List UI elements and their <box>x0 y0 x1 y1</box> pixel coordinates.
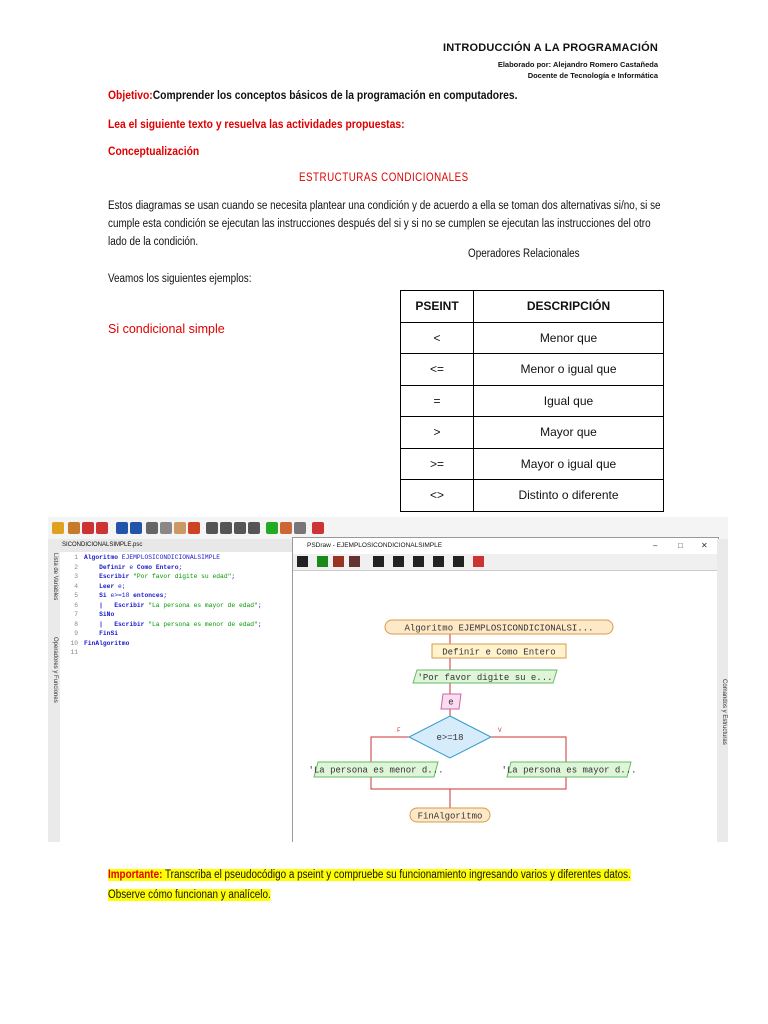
line-number: 4 <box>74 582 78 590</box>
line-number: 10 <box>70 639 78 647</box>
topic-title <box>0 172 768 184</box>
flow-true-text: 'La persona es mayor d... <box>501 765 637 776</box>
flow-end[interactable] <box>410 808 490 822</box>
flow-define[interactable] <box>432 644 566 658</box>
code-line[interactable] <box>60 572 262 582</box>
line-number: 6 <box>74 601 78 609</box>
code-token: FinSi <box>84 630 119 637</box>
psd-color-icon[interactable] <box>433 556 444 567</box>
false-label: F <box>397 727 401 734</box>
code-token: Si <box>84 592 111 599</box>
psd-fold-icon[interactable] <box>413 556 424 567</box>
code-token: "La persona es menor de edad" <box>148 620 258 628</box>
cut-icon[interactable] <box>146 522 158 534</box>
code-line[interactable] <box>60 610 262 620</box>
code-line[interactable] <box>60 639 262 649</box>
description-cell: Mayor que <box>474 417 664 449</box>
psd-tool-icon[interactable] <box>297 556 308 567</box>
code-token: e <box>129 563 137 571</box>
line-number: 9 <box>74 630 78 637</box>
code-token: e>=18 <box>110 592 134 599</box>
line-number: 11 <box>70 649 78 656</box>
code-line[interactable] <box>60 601 262 611</box>
indent-icon[interactable] <box>188 522 200 534</box>
editor-tab[interactable]: SICONDICIONALSIMPLE.psc <box>60 539 292 552</box>
author-line: Elaborado por: Alejandro Romero Castañeda <box>497 60 658 69</box>
new-file-icon[interactable] <box>52 522 64 534</box>
objective-label: Objetivo: <box>108 88 153 102</box>
close-icon[interactable]: ✕ <box>701 541 708 550</box>
psdraw-title: PSDraw - EJEMPLOSICONDICIONALSIMPLE <box>293 538 718 554</box>
commands-panel-label[interactable]: Comandos y Estructuras <box>721 679 727 745</box>
psd-help-icon[interactable] <box>473 556 484 567</box>
pseint-screenshot <box>48 517 728 842</box>
flow-connectors <box>371 634 566 808</box>
step-icon[interactable] <box>280 522 292 534</box>
psd-save-icon[interactable] <box>333 556 344 567</box>
operator-cell: >= <box>401 448 474 480</box>
notice-text: Transcriba el pseudocódigo a pseint y compruebe su funcionamiento ingresando varios y diferentes datos. Observe cómo funcionan y analícelo. <box>108 869 631 901</box>
line-number: 3 <box>74 573 78 580</box>
code-token: Leer <box>84 582 119 590</box>
examples-intro: Veamos los siguientes ejemplos: <box>108 273 252 285</box>
role-line: Docente de Tecnología e Informática <box>527 71 658 80</box>
table-row <box>401 448 664 480</box>
save-as-icon[interactable] <box>96 522 108 534</box>
code-token: e; <box>118 582 126 590</box>
code-line[interactable] <box>60 582 262 592</box>
flow-define-text: Definir e Como Entero <box>442 647 556 658</box>
pseint-toolbar <box>48 517 728 539</box>
objective <box>108 88 517 102</box>
code-line[interactable] <box>60 629 262 639</box>
line-number: 5 <box>74 592 78 599</box>
code-token: ; <box>257 601 262 609</box>
topic-title-text: ESTRUCTURAS CONDICIONALES <box>299 172 469 184</box>
description-cell: Distinto o diferente <box>474 480 664 512</box>
flow-start-text: Algoritmo EJEMPLOSICONDICIONALSI... <box>404 623 594 634</box>
line-number: 7 <box>74 611 78 618</box>
flowchart-icon[interactable] <box>294 522 306 534</box>
help-icon[interactable] <box>312 522 324 534</box>
description-cell: Igual que <box>474 385 664 417</box>
flow-false-branch[interactable] <box>308 762 443 777</box>
table-row <box>401 354 664 386</box>
description-cell: Mayor o igual que <box>474 448 664 480</box>
flowchart <box>293 571 718 842</box>
flow-write-text: 'Por favor digite su e... <box>417 673 553 683</box>
paste-icon[interactable] <box>174 522 186 534</box>
maximize-icon[interactable]: □ <box>678 541 683 550</box>
intro-paragraph: Estos diagramas se usan cuando se necesita plantear una condición y de acuerdo a ella se toman dos alternativas si/no, si se cumple esta condición se ejecutan las instrucciones después del si y si no se cumplen se ejecutan las instrucciones del otro lado de la condición. <box>108 200 661 248</box>
find-next-icon[interactable] <box>234 522 246 534</box>
copy-icon[interactable] <box>160 522 172 534</box>
table-header-description: DESCRIPCIÓN <box>474 291 664 323</box>
operators-caption: Operadores Relacionales <box>468 248 580 260</box>
true-label: V <box>498 727 502 734</box>
code-token: Como Entero <box>136 563 179 571</box>
important-notice <box>108 865 667 905</box>
code-token: EJEMPLOSICONDICIONALSIMPLE <box>121 554 221 561</box>
description-cell: Menor que <box>474 322 664 354</box>
flowchart-canvas <box>293 571 718 842</box>
operators-panel-label[interactable]: Operadores y Funciones <box>52 637 58 703</box>
operator-cell: <> <box>401 480 474 512</box>
psd-zoom-icon[interactable] <box>373 556 384 567</box>
code-line[interactable] <box>60 591 262 601</box>
psdraw-window <box>292 537 719 842</box>
table-row <box>401 480 664 512</box>
operator-cell: <= <box>401 354 474 386</box>
save-icon[interactable] <box>82 522 94 534</box>
line-number: 1 <box>74 554 78 561</box>
code-token: ; <box>257 620 262 628</box>
code-token: Definir <box>84 563 130 571</box>
line-number: 2 <box>74 563 78 571</box>
code-token: | Escribir <box>84 620 149 628</box>
code-line[interactable] <box>60 620 262 630</box>
psd-export-icon[interactable] <box>349 556 360 567</box>
right-side-panel <box>717 539 728 842</box>
variables-panel-label[interactable]: Lista de Variables <box>52 553 58 601</box>
psd-comments-icon[interactable] <box>453 556 464 567</box>
flow-read-text: e <box>448 697 454 708</box>
redo-icon[interactable] <box>130 522 142 534</box>
code-line[interactable] <box>60 553 262 563</box>
instructions: Lea el siguiente texto y resuelva las actividades propuestas: <box>108 117 405 131</box>
simple-conditional-label: Si condicional simple <box>108 322 225 336</box>
flow-end-text: FinAlgoritmo <box>417 811 483 822</box>
code-token: Algoritmo <box>84 554 122 561</box>
operator-cell: = <box>401 385 474 417</box>
description-cell: Menor o igual que <box>474 354 664 386</box>
replace-icon[interactable] <box>220 522 232 534</box>
flow-read[interactable] <box>441 694 461 709</box>
code-token: FinAlgoritmo <box>84 639 130 647</box>
run-icon[interactable] <box>266 522 278 534</box>
code-token: entonces <box>133 592 164 599</box>
code-line[interactable] <box>60 563 262 573</box>
table-header-pseint: PSEINT <box>401 291 474 323</box>
code-token: Escribir <box>84 573 134 580</box>
open-file-icon[interactable] <box>68 522 80 534</box>
code-token: "La persona es mayor de edad" <box>148 601 258 609</box>
code-token: ; <box>163 592 168 599</box>
code-token: | Escribir <box>84 601 149 609</box>
code-token: ; <box>178 563 183 571</box>
table-row <box>401 322 664 354</box>
operator-cell: > <box>401 417 474 449</box>
flow-condition[interactable] <box>409 716 491 758</box>
relational-operators-table <box>400 290 664 512</box>
flow-write[interactable] <box>413 670 557 683</box>
line-number: 8 <box>74 620 78 628</box>
debug-icon[interactable] <box>248 522 260 534</box>
psd-style-icon[interactable] <box>393 556 404 567</box>
code-token: SiNo <box>84 611 115 618</box>
operator-cell: < <box>401 322 474 354</box>
code-token: ; <box>231 573 236 580</box>
flow-false-text: 'La persona es menor d... <box>308 765 444 776</box>
undo-icon[interactable] <box>116 522 128 534</box>
table-row <box>401 417 664 449</box>
flow-true-branch[interactable] <box>501 762 636 777</box>
code-line[interactable] <box>60 648 262 658</box>
flow-start[interactable] <box>385 620 613 634</box>
objective-text: Comprender los conceptos básicos de la programación en computadores. <box>152 88 518 102</box>
flow-condition-text: e>=18 <box>436 733 464 743</box>
code-token: "Por favor digite su edad" <box>133 573 232 580</box>
minimize-icon[interactable]: – <box>653 541 658 550</box>
psdraw-toolbar <box>293 554 718 571</box>
notice-label: Importante: <box>108 869 163 881</box>
search-icon[interactable] <box>206 522 218 534</box>
section-heading: Conceptualización <box>108 144 200 158</box>
table-row <box>401 385 664 417</box>
document-title: INTRODUCCIÓN A LA PROGRAMACIÓN <box>443 42 658 54</box>
table-header-row <box>401 291 664 323</box>
code-lines <box>60 553 262 658</box>
psd-run-icon[interactable] <box>317 556 328 567</box>
code-editor[interactable] <box>60 539 293 842</box>
